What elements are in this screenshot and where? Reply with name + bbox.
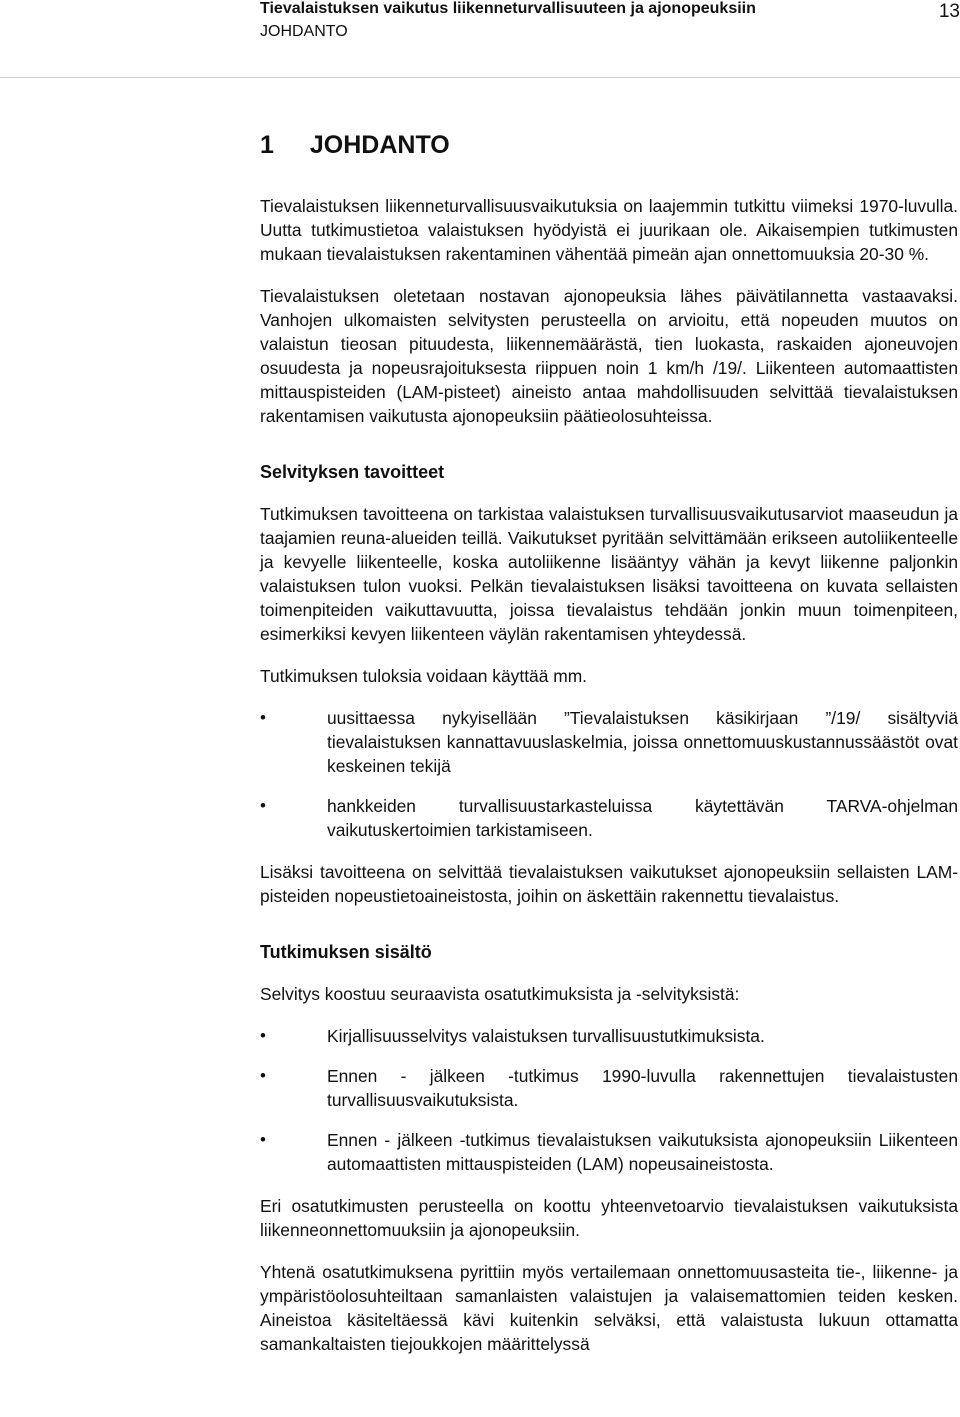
list-item-text: uusittaessa nykyisellään ”Tievalaistuksen käsikirjaan ”/19/ sisältyviä tievalaistuksen kannattavuuslaskelmia, joissa onnettomuuskustannussäästöt ovat keskeinen tekijä (327, 708, 958, 776)
goals-paragraph-1: Tutkimuksen tavoitteena on tarkistaa valaistuksen turvallisuusvaikutusarviot maaseudun ja taajamien reuna-alueiden teillä. Vaikutukset pyritään selvittämään erikseen autoliikenteelle ja kevyelle liikenteelle, koska autoliikenne lisääntyy vähän ja kevyt liikenne paljonkin valaistuksen tulon vuoksi. Pelkän tievalaistuksen lisäksi tavoitteena on kuvata sellaisten toimenpiteiden vaikuttavuutta, joissa tievalaistus tehdään jonkin muun toimenpiteen, esimerkiksi kevyen liikenteen väylän rakentamisen yhteydessä. (260, 504, 958, 644)
bullet-icon: • (260, 708, 266, 727)
section-label: JOHDANTO (260, 23, 348, 40)
list-item-text: Ennen - jälkeen -tutkimus tievalaistuksen vaikutuksista ajonopeuksiin Liikenteen automaattisten mittauspisteiden (LAM) nopeusaineistosta. (327, 1130, 958, 1174)
goals-bullet-list (260, 706, 958, 842)
bullet-icon: • (260, 1130, 266, 1149)
contents-bullet-list (260, 1024, 958, 1176)
bullet-icon: • (260, 1026, 266, 1045)
contents-heading: Tutkimuksen sisältö (260, 942, 432, 962)
list-item-text: Kirjallisuusselvitys valaistuksen turvallisuustutkimuksista. (327, 1026, 765, 1046)
contents-paragraph-1: Selvitys koostuu seuraavista osatutkimuksista ja -selvityksistä: (260, 984, 740, 1004)
list-item (260, 1128, 958, 1176)
document-title: Tievalaistuksen vaikutus liikenneturvallisuuteen ja ajonopeuksiin (260, 0, 756, 17)
goals-paragraph-3: Lisäksi tavoitteena on selvittää tievalaistuksen vaikutukset ajonopeuksiin sellaisten LAM-pisteiden nopeustietoaineistosta, joihin on äskettäin rakennettu tievalaistus. (260, 862, 958, 906)
goals-heading: Selvityksen tavoitteet (260, 462, 445, 482)
list-item (260, 1064, 958, 1112)
chapter-title: JOHDANTO (309, 131, 450, 159)
contents-paragraph-3: Yhtenä osatutkimuksena pyrittiin myös vertailemaan onnettomuusasteita tie-, liikenne- ja ympäristöolosuhteiltaan samanlaisten valaistujen ja valaisemattomien teiden kesken. Aineistoa käsiteltäessä kävi kuitenkin selväksi, että valaistusta lukuun ottamatta samankaltaisten tiejoukkojen määrittelyssä (260, 1262, 958, 1354)
page-number: 13 (938, 1, 960, 22)
list-item (260, 794, 958, 842)
list-item-text: hankkeiden turvallisuustarkasteluissa käytettävän TARVA-ohjelman vaikutuskertoimien tarkistamiseen. (327, 796, 958, 840)
chapter-heading (260, 130, 958, 160)
page-content (260, 130, 958, 1374)
running-header (260, 0, 960, 46)
bullet-icon: • (260, 796, 266, 815)
goals-paragraph-2: Tutkimuksen tuloksia voidaan käyttää mm. (260, 666, 588, 686)
header-divider (0, 77, 960, 78)
intro-paragraph-1: Tievalaistuksen liikenneturvallisuusvaikutuksia on laajemmin tutkittu viimeksi 1970-luvulla. Uutta tutkimustietoa valaistuksen hyödyistä ei juurikaan ole. Aikaisempien tutkimusten mukaan tievalaistuksen rakentaminen vähentää pimeän ajan onnettomuuksia 20-30 %. (260, 196, 958, 264)
chapter-number: 1 (260, 131, 274, 159)
contents-paragraph-2: Eri osatutkimusten perusteella on koottu yhteenvetoarvio tievalaistuksen vaikutuksista liikenneonnettomuuksiin ja ajonopeuksiin. (260, 1196, 958, 1240)
list-item (260, 1024, 958, 1048)
bullet-icon: • (260, 1066, 266, 1085)
list-item-text: Ennen - jälkeen -tutkimus 1990-luvulla rakennettujen tievalaistusten turvallisuusvaikutuksista. (327, 1066, 958, 1110)
list-item (260, 706, 958, 778)
intro-paragraph-2: Tievalaistuksen oletetaan nostavan ajonopeuksia lähes päivätilannetta vastaavaksi. Vanhojen ulkomaisten selvitysten perusteella on arvioitu, että nopeuden muutos on valaistun tieosan pituudesta, liikennemäärästä, tien luokasta, raskaiden ajoneuvojen osuudesta ja nopeusrajoituksesta riippuen noin 1 km/h /19/. Liikenteen automaattisten mittauspisteiden (LAM-pisteet) aineisto antaa mahdollisuuden selvittää tievalaistuksen rakentamisen vaikutusta ajonopeuksiin päätieolosuhteissa. (260, 286, 958, 426)
